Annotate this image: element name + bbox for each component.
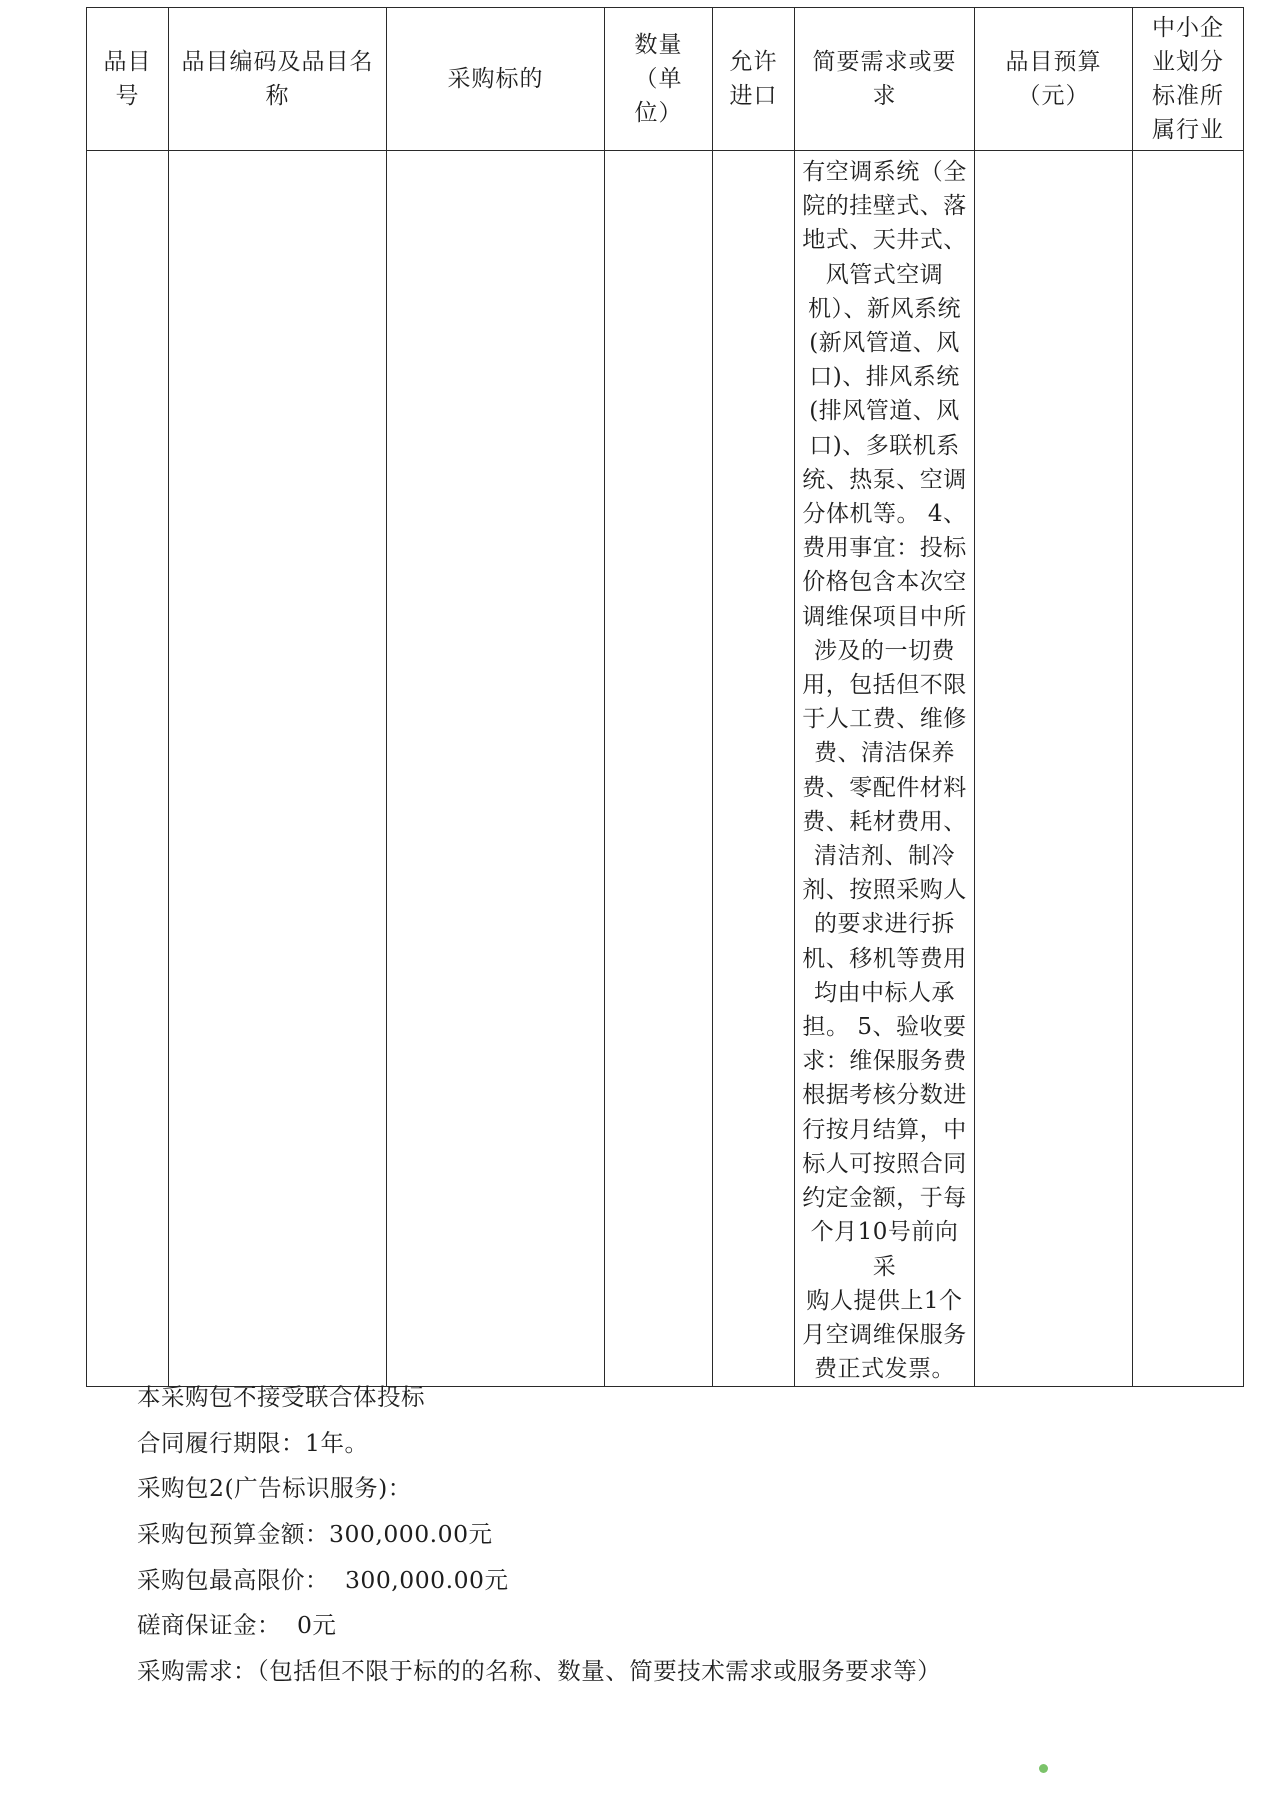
cell-quantity (605, 151, 713, 1387)
header-sme-industry: 中小企 业划分 标准所 属行业 (1133, 8, 1244, 151)
cell-item-number (87, 151, 169, 1387)
procurement-requirements-table (86, 7, 1244, 1387)
table-header-row (87, 8, 1244, 151)
header-item-code-name: 品目编码及品目名 称 (169, 8, 387, 151)
table-row (87, 151, 1244, 1387)
green-dot-mark (1039, 1764, 1048, 1773)
note-package-budget: 采购包预算金额：300,000.00元 (137, 1520, 493, 1549)
package-notes (137, 1375, 1237, 1695)
note-deposit: 磋商保证金： 0元 (137, 1611, 337, 1640)
header-quantity: 数量 （单 位） (605, 8, 713, 151)
header-requirements: 简要需求或要 求 (795, 8, 975, 151)
note-no-consortium: 本采购包不接受联合体投标 (137, 1383, 425, 1411)
header-procurement-subject: 采购标的 (387, 8, 605, 151)
header-import-allowed: 允许 进口 (713, 8, 795, 151)
cell-item-code-name (169, 151, 387, 1387)
cell-sme-industry (1133, 151, 1244, 1387)
header-item-number: 品目 号 (87, 8, 169, 151)
header-item-budget: 品目预算 （元） (975, 8, 1133, 151)
cell-procurement-subject (387, 151, 605, 1387)
note-contract-period: 合同履行期限：1年。 (137, 1428, 369, 1457)
cell-requirements (795, 151, 975, 1387)
note-procurement-requirements: 采购需求：（包括但不限于标的的名称、数量、简要技术需求或服务要求等） (137, 1657, 942, 1686)
requirements-text: 有空调系统（全 院的挂壁式、落 地式、天井式、 风管式空调 机）、新风系统 (新风管道、风 口)、排风系统 (排风管道、风 口)、多联机系 统、热泵、空调 分体机等。 4、 费用事宜：投标 价格包含本次空 调维保项目中所 涉及的一切费 用，包括但不限 于人工费、维修 费、清洁保养 费、零配件材料 费、耗材费用、 清洁剂、制冷 剂、按照采购人 的要求进行拆 机、移机等费用 均由中标人承 担。 5、验收要 求：维保服务费 根据考核分数进 行按月结算，中 标人可按照合同 约定金额，于每 个月10号前向采 购人提供上1个 月空调维保服务 费正式发票。 (802, 159, 967, 1383)
note-package-2-title: 采购包2(广告标识服务)： (137, 1474, 412, 1503)
cell-import-allowed (713, 151, 795, 1387)
cell-item-budget (975, 151, 1133, 1387)
note-package-max-price: 采购包最高限价： 300,000.00元 (137, 1565, 509, 1594)
